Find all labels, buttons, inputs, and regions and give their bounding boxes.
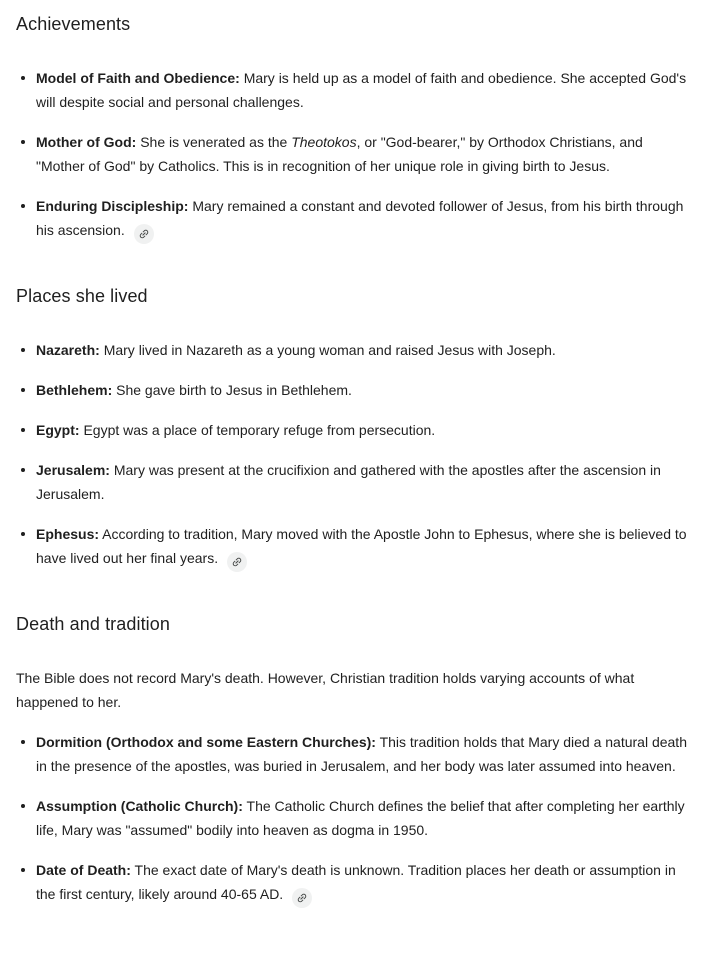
bullet-term: Egypt:: [36, 422, 80, 438]
section-heading-death: Death and tradition: [16, 614, 171, 634]
bullet-term: Model of Faith and Obedience:: [36, 70, 240, 86]
list-item: [16, 66, 692, 114]
bullet-term: Enduring Discipleship:: [36, 198, 189, 214]
list-item: [16, 522, 692, 572]
bullet-text: The Catholic Church defines the belief that after completing her earthly life, Mary was "assumed" bodily into heaven as dogma in 1950.: [36, 798, 685, 838]
section-places-she-lived: [16, 284, 692, 572]
bullet-term: Jerusalem:: [36, 462, 110, 478]
list-item: [16, 458, 692, 506]
bullet-text: Mary is held up as a model of faith and obedience. She accepted God's will despite social and personal challenges.: [36, 70, 687, 110]
italic-term: Theotokos: [291, 134, 357, 150]
list-item: [16, 730, 692, 778]
list-item: [16, 858, 692, 908]
source-link-button[interactable]: [227, 552, 247, 572]
list-item: [16, 378, 692, 402]
section-death-and-tradition: [16, 612, 692, 908]
bullet-term: Nazareth:: [36, 342, 100, 358]
bullet-term: Bethlehem:: [36, 382, 113, 398]
bullet-text: Egypt was a place of temporary refuge from persecution.: [83, 422, 436, 438]
bullet-text: Mary remained a constant and devoted follower of Jesus, from his birth through his ascension.: [36, 198, 684, 238]
bullet-text: She is venerated as the: [140, 134, 288, 150]
section-heading-places: Places she lived: [16, 286, 148, 306]
bullet-text: Mary lived in Nazareth as a young woman and raised Jesus with Joseph.: [103, 342, 556, 358]
list-item: [16, 130, 692, 178]
list-item: [16, 338, 692, 362]
places-list: [16, 338, 692, 572]
bullet-text: The exact date of Mary's death is unknown. Tradition places her death or assumption in the first century, likely around 40-65 AD.: [36, 862, 676, 902]
bullet-text: She gave birth to Jesus in Bethlehem.: [116, 382, 352, 398]
bullet-term: Dormition (Orthodox and some Eastern Churches):: [36, 734, 376, 750]
death-tradition-list: [16, 730, 692, 908]
section-intro-paragraph: The Bible does not record Mary's death. However, Christian tradition holds varying accounts of what happened to her.: [16, 670, 635, 710]
bullet-text: This tradition holds that Mary died a natural death in the presence of the apostles, was buried in Jerusalem, and her body was later assumed into heaven.: [36, 734, 687, 774]
bullet-term: Ephesus:: [36, 526, 100, 542]
bullet-term: Mother of God:: [36, 134, 137, 150]
section-achievements: [16, 12, 692, 244]
list-item: [16, 194, 692, 244]
list-item: [16, 794, 692, 842]
list-item: [16, 418, 692, 442]
bullet-text: According to tradition, Mary moved with the Apostle John to Ephesus, where she is believed to have lived out her final years.: [36, 526, 687, 566]
source-link-button[interactable]: [292, 888, 312, 908]
source-link-button[interactable]: [134, 224, 154, 244]
bullet-text: Mary was present at the crucifixion and gathered with the apostles after the ascension in Jerusalem.: [36, 462, 661, 502]
bullet-text: , or "God-bearer," by Orthodox Christians, and "Mother of God" by Catholics. This is in recognition of her unique role in giving birth to Jesus.: [36, 134, 643, 174]
achievements-list: [16, 66, 692, 244]
link-icon: [229, 554, 246, 571]
link-icon: [135, 226, 152, 243]
bullet-term: Date of Death:: [36, 862, 131, 878]
section-heading-achievements: Achievements: [16, 14, 131, 34]
bullet-term: Assumption (Catholic Church):: [36, 798, 243, 814]
link-icon: [294, 890, 311, 907]
